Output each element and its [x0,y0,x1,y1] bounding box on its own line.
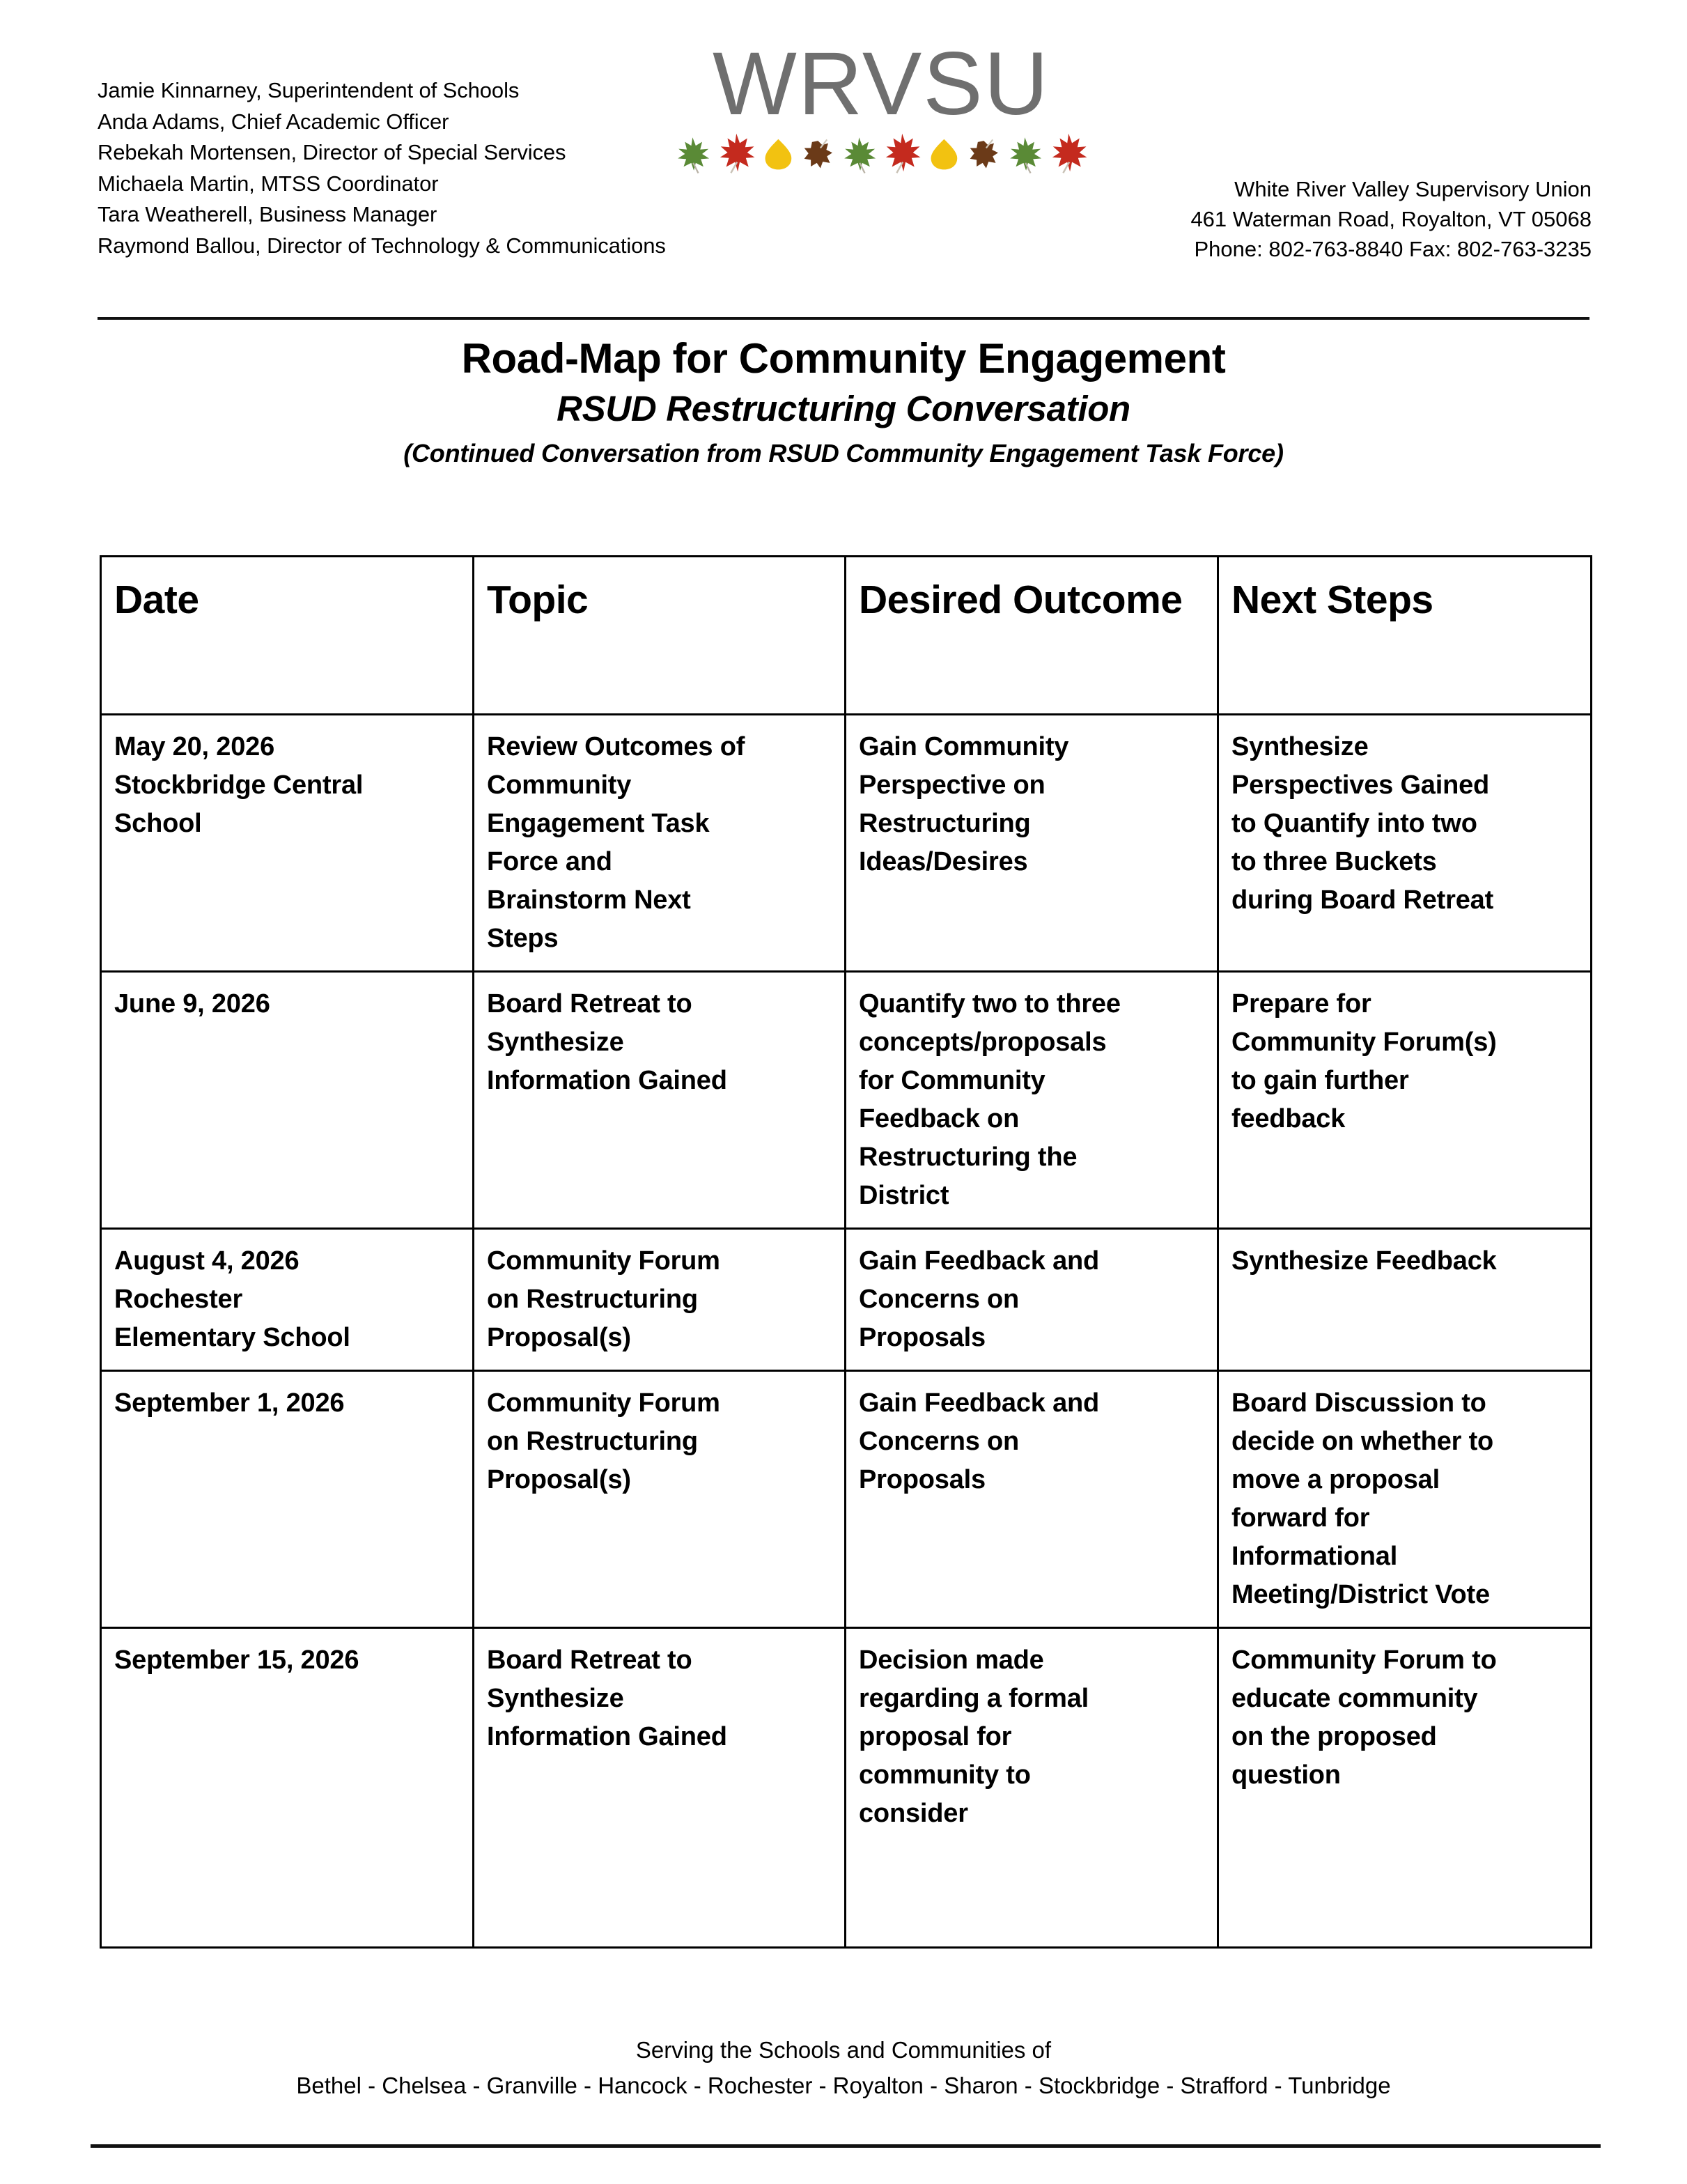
red-leaf-icon [1047,130,1090,176]
page-subtitle: RSUD Restructuring Conversation [557,389,1130,428]
street-address: 461 Waterman Road, Royalton, VT 05068 [1190,207,1592,231]
red-leaf-icon [880,130,924,176]
letterhead-divider [98,317,1589,320]
column-header-topic: Topic [474,557,846,715]
cell-desired-outcome: Gain Feedback and Concerns on Proposals [846,1229,1218,1371]
brown-leaf-icon [965,132,1003,176]
green-leaf-icon [672,132,713,176]
page-footer [0,2033,1687,2104]
cell-date: September 15, 2026 [101,1628,474,1948]
table-row [101,1628,1592,1948]
column-header-next-steps: Next Steps [1218,557,1592,715]
cell-next-steps: Synthesize Feedback [1218,1229,1592,1371]
cell-desired-outcome: Gain Feedback and Concerns on Proposals [846,1371,1218,1628]
page-subtitle-note: (Continued Conversation from RSUD Community Engagement Task Force) [403,439,1284,467]
cell-desired-outcome: Quantify two to three concepts/proposals for Community Feedback on Restructuring the District [846,972,1218,1229]
green-leaf-icon [839,132,880,176]
column-header-desired-outcome: Desired Outcome [846,557,1218,715]
logo-wordmark: WRVSU [712,34,1050,134]
green-leaf-icon [1004,132,1045,176]
table-row [101,1229,1592,1371]
organization-name: White River Valley Supervisory Union [1234,177,1592,201]
footer-divider [91,2144,1601,2148]
cell-topic: Community Forum on Restructuring Proposal(s) [474,1371,846,1628]
title-block [0,333,1687,474]
cell-date: September 1, 2026 [101,1371,474,1628]
cell-topic: Community Forum on Restructuring Proposal(s) [474,1229,846,1371]
red-leaf-icon [715,130,758,176]
brown-leaf-icon [799,132,837,176]
cell-date: June 9, 2026 [101,972,474,1229]
staff-line: Raymond Ballou, Director of Technology & Communications [98,233,666,258]
staff-line: Rebekah Mortensen, Director of Special Services [98,140,566,164]
staff-line: Michaela Martin, MTSS Coordinator [98,171,439,196]
cell-desired-outcome: Gain Community Perspective on Restructuring Ideas/Desires [846,715,1218,972]
cell-topic: Review Outcomes of Community Engagement Task Force and Brainstorm Next Steps [474,715,846,972]
wrvsu-logo [672,34,1090,176]
footer-towns-line: Bethel - Chelsea - Granville - Hancock - Rochester - Royalton - Sharon - Stockbridge - Strafford - Tunbridge [296,2073,1391,2098]
footer-serving-line: Serving the Schools and Communities of [635,2037,1052,2063]
cell-next-steps: Prepare for Community Forum(s) to gain further feedback [1218,972,1592,1229]
cell-topic: Board Retreat to Synthesize Information Gained [474,1628,846,1948]
phone-fax: Phone: 802-763-8840 Fax: 802-763-3235 [1194,237,1592,261]
column-header-date: Date [101,557,474,715]
cell-next-steps: Community Forum to educate community on the proposed question [1218,1628,1592,1948]
staff-line: Anda Adams, Chief Academic Officer [98,109,449,134]
cell-topic: Board Retreat to Synthesize Information Gained [474,972,846,1229]
cell-next-steps: Board Discussion to decide on whether to move a proposal forward for Informational Meeting/District Vote [1218,1371,1592,1628]
staff-line: Jamie Kinnarney, Superintendent of Schools [98,78,520,102]
page-title: Road-Map for Community Engagement [461,335,1226,382]
table-row [101,972,1592,1229]
cell-date: May 20, 2026 Stockbridge Central School [101,715,474,972]
yellow-leaf-icon [759,134,798,176]
cell-desired-outcome: Decision made regarding a formal proposal for community to consider [846,1628,1218,1948]
table-header-row [101,557,1592,715]
address-block [1076,174,1592,264]
table-row [101,715,1592,972]
staff-line: Tara Weatherell, Business Manager [98,202,437,226]
staff-directory [98,75,676,261]
cell-next-steps: Synthesize Perspectives Gained to Quantify into two to three Buckets during Board Retreat [1218,715,1592,972]
roadmap-table [100,555,1592,1949]
yellow-leaf-icon [925,134,963,176]
table-row [101,1371,1592,1628]
cell-date: August 4, 2026 Rochester Elementary School [101,1229,474,1371]
autumn-leaves-icon-strip [672,128,1090,176]
letterhead [0,0,1687,319]
